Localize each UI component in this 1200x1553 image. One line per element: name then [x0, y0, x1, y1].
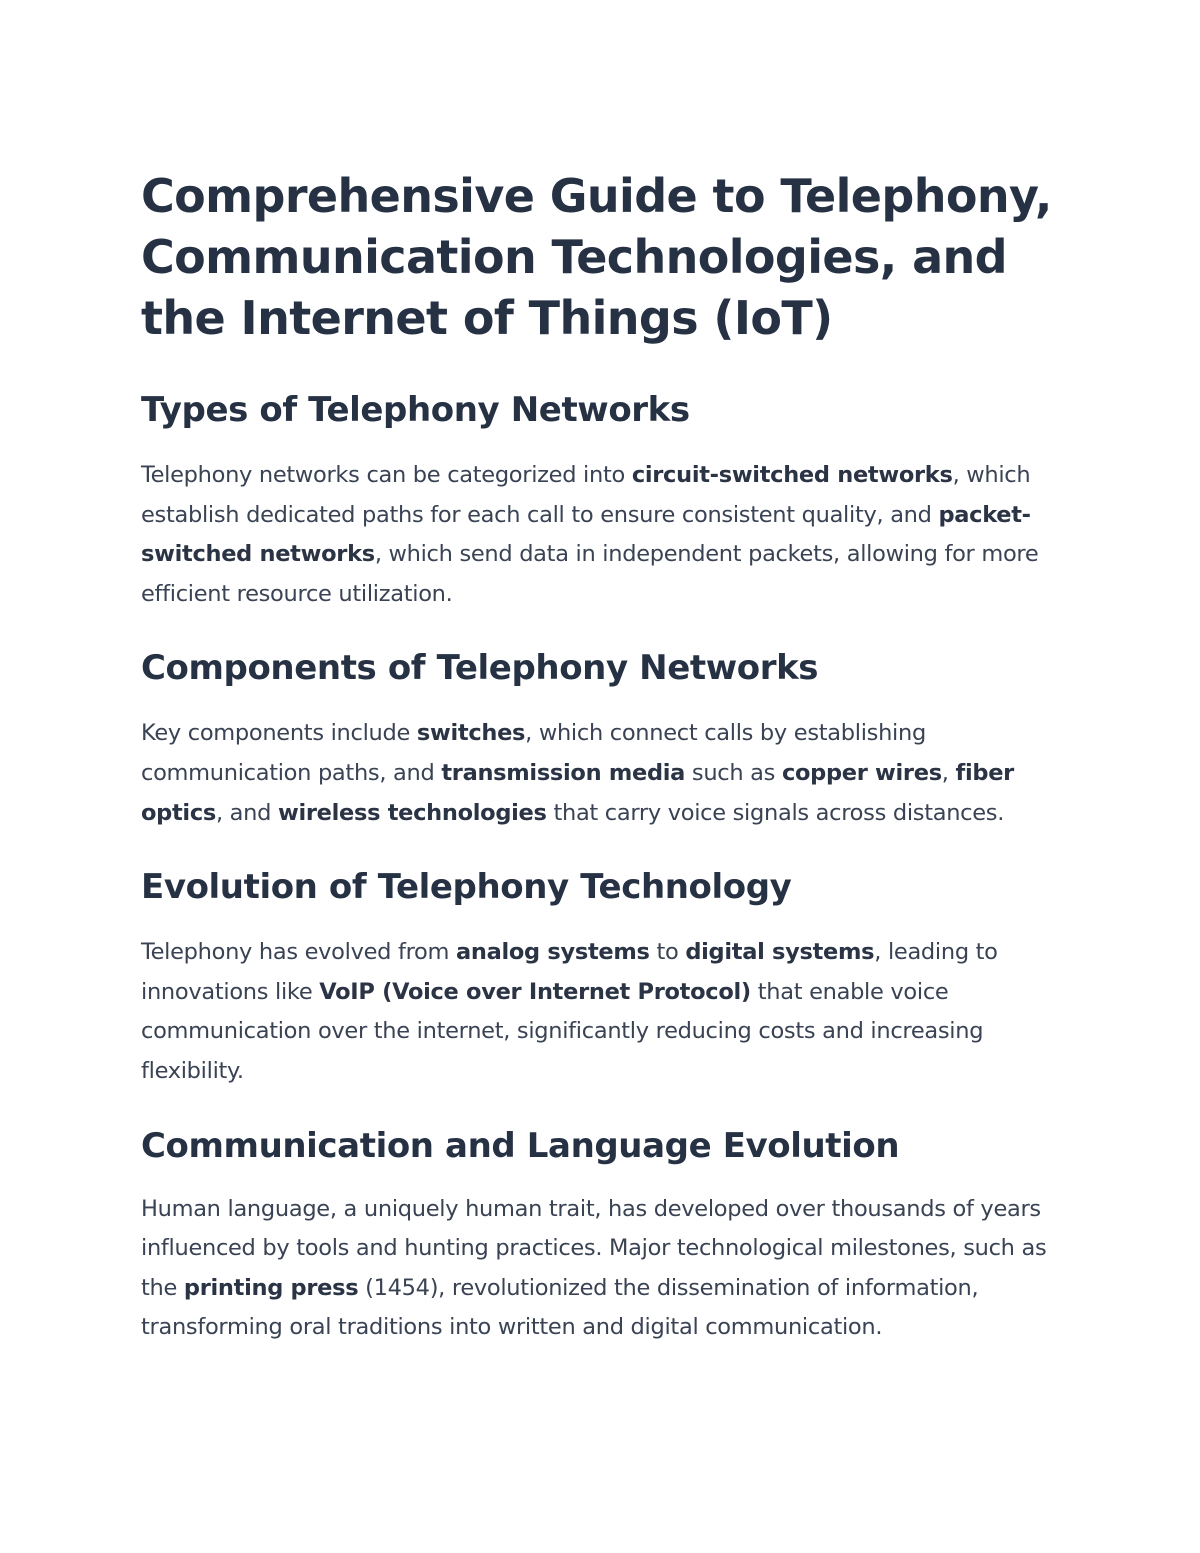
bold-term: fiber optics: [141, 759, 1014, 826]
bold-term: switches: [416, 720, 526, 747]
section-communication-and-language-evolution: [141, 1124, 1070, 1348]
section-paragraph: [141, 456, 1070, 614]
section-heading: Communication and Language Evolution: [141, 1125, 900, 1166]
bold-term: packet-switched networks: [141, 501, 1031, 568]
text-run: (1454), revolutionized the dissemination of information, transforming oral traditions into written and digital communication.: [141, 1274, 979, 1341]
text-run: Human language, a uniquely human trait, has developed over thousands of years influenced by tools and hunting practices. Major technological milestones, such as the: [141, 1195, 1047, 1301]
text-run: that enable voice communication over the internet, significantly reducing costs and increasing flexibility.: [141, 978, 984, 1084]
bold-term: printing press: [183, 1274, 359, 1301]
section-types-of-telephony-networks: [141, 388, 1070, 614]
bold-term: VoIP (Voice over Internet Protocol): [319, 978, 751, 1005]
text-run: , leading to innovations like: [141, 939, 998, 1005]
text-run: , which connect calls by establishing communication paths, and: [141, 720, 926, 786]
bold-term: digital systems: [685, 939, 875, 966]
text-run: , and: [215, 799, 278, 826]
document-title: Comprehensive Guide to Telephony, Communication Technologies, and the Internet of Things (IoT): [141, 169, 1052, 345]
text-run: Telephony networks can be categorized into: [141, 462, 632, 488]
bold-term: analog systems: [456, 939, 650, 966]
bold-term: transmission media: [441, 759, 686, 786]
text-run: Telephony has evolved from: [141, 939, 456, 966]
section-components-of-telephony-networks: [141, 646, 1070, 833]
bold-term: copper wires: [781, 759, 942, 786]
bold-term: wireless technologies: [277, 799, 547, 826]
section-heading: Evolution of Telephony Technology: [141, 867, 792, 908]
text-run: ,: [941, 759, 956, 786]
text-run: to: [649, 939, 686, 966]
section-heading: Components of Telephony Networks: [141, 648, 819, 689]
section-paragraph: [141, 714, 1070, 833]
section-paragraph: [141, 933, 1070, 1091]
section-evolution-of-telephony-technology: [141, 865, 1070, 1091]
text-run: Key components include: [141, 720, 417, 747]
text-run: , which establish dedicated paths for each call to ensure consistent quality, and: [141, 462, 1031, 528]
section-paragraph: [141, 1190, 1070, 1348]
bold-term: circuit-switched networks: [631, 462, 953, 488]
text-run: such as: [685, 759, 782, 786]
text-run: that carry voice signals across distances.: [546, 799, 1005, 826]
section-heading: Types of Telephony Networks: [141, 390, 690, 430]
text-run: , which send data in independent packets, allowing for more efficient resource utilization.: [141, 541, 1039, 607]
